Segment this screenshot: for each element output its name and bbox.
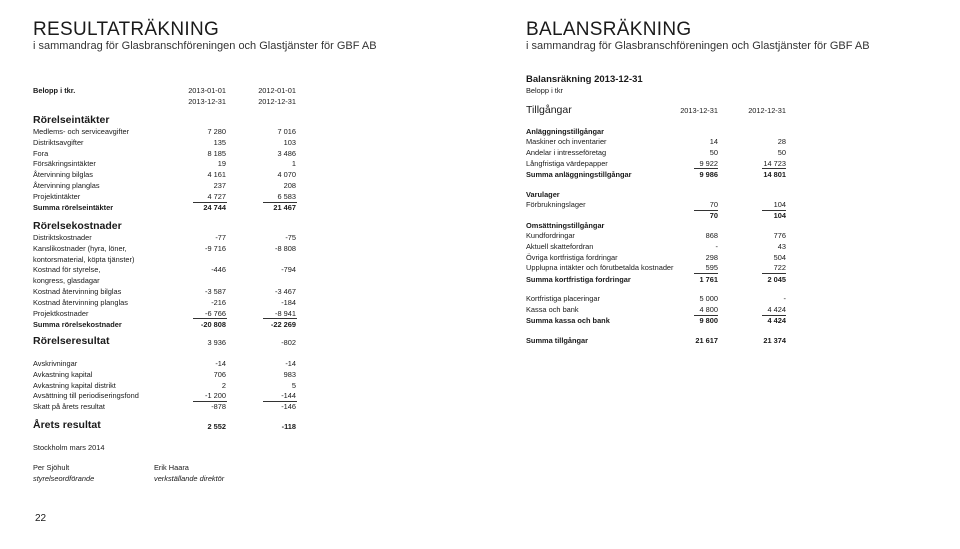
row-label: kongress, glasdagar [33,276,100,286]
row-value-current: 21 617 [695,336,718,345]
row-label: Kostnad för styrelse, [33,265,101,275]
left-col1-start: 2013-01-01 [188,86,226,95]
income-row [33,181,300,190]
row-value-previous: 983 [283,369,296,379]
financial-row [33,381,300,390]
row-value-current: 868 [705,231,718,240]
signer-2-role: verkställande direktör [154,474,225,483]
row-label: Kanslikostnader (hyra, löner, [33,243,127,253]
row-label: Summa tillgångar [526,336,589,345]
operating-result-heading: Rörelseresultat [33,335,110,347]
left-col2-end: 2012-12-31 [258,97,296,106]
financial-row [33,370,300,379]
cash-row [526,294,788,303]
row-value-previous: 43 [777,241,786,251]
income-row [33,170,300,179]
right-page-title: BALANSRÄKNING [526,19,692,40]
inventory-heading: Varulager [526,190,560,199]
row-value-previous: 14 723 [763,158,786,168]
current-asset-row [526,263,788,272]
row-value-previous: 208 [283,181,296,190]
row-label: Återvinning planglas [33,181,100,190]
current-asset-row [526,253,788,262]
current-sum-row [526,275,788,284]
right-col1-header: 2013-12-31 [680,106,718,115]
left-page-subtitle: i sammandrag för Glasbranschföreningen och Glastjänster för GBF AB [33,40,377,52]
row-value-previous: -22 269 [270,319,296,329]
row-value-current: 70 [709,211,718,221]
row-value-previous: 6 583 [277,191,296,201]
row-value-previous: 722 [773,263,786,273]
cost-sum-row [33,320,300,329]
row-value-current: -9 716 [205,243,226,253]
left-page-title: RESULTATRÄKNING [33,19,220,40]
row-value-previous: 4 424 [767,304,786,314]
cost-row [33,287,300,296]
row-label: Skatt på årets resultat [33,402,105,412]
fixed-sum-row [526,170,788,179]
row-label: Aktuell skattefordran [526,241,594,251]
financial-row [33,391,300,400]
row-label: Förbrukningslager [526,200,586,209]
row-value-current: 298 [705,252,718,262]
row-label: Distriktsavgifter [33,137,84,147]
current-asset-row [526,231,788,240]
row-value-previous: -3 467 [275,287,296,296]
cost-row [33,255,300,264]
income-sum-row [33,203,300,212]
year-result-2012: -118 [281,422,296,431]
operating-result-2012: -802 [281,338,296,347]
row-label: Kundfordringar [526,231,575,240]
row-label: Återvinning bilglas [33,170,93,180]
cost-row [33,233,300,242]
row-value-previous: -75 [285,233,296,242]
row-value-current: 9 800 [699,316,718,326]
row-value-current: -6 766 [205,308,226,318]
row-value-current: 4 800 [699,304,718,314]
row-value-current: 4 727 [207,191,226,201]
row-value-previous: 28 [777,137,786,146]
fixed-asset-row [526,137,788,146]
row-value-previous: 14 801 [763,169,786,179]
left-col2-start: 2012-01-01 [258,86,296,95]
row-value-current: 595 [705,263,718,273]
cost-row [33,298,300,307]
row-value-previous: 4 424 [767,316,786,326]
row-value-current: 19 [217,159,226,169]
row-value-current: - [715,241,718,251]
cost-row [33,244,300,253]
row-value-previous: 103 [283,137,296,147]
row-value-current: 135 [213,137,226,147]
operating-result-2013: 3 936 [207,338,226,347]
row-value-previous: 3 486 [277,148,296,158]
inventory-sum-row [526,211,788,220]
row-value-current: 9 922 [699,158,718,168]
row-label: Maskiner och inventarier [526,137,607,146]
income-row [33,192,300,201]
fixed-assets-heading: Anläggningstillgångar [526,127,605,136]
row-value-current: 2 [221,380,226,390]
row-label: Övriga kortfristiga fordringar [526,252,618,262]
row-value-previous: 104 [773,211,786,221]
row-label: Summa anläggningstillgångar [526,169,632,179]
row-label: Andelar i intresseföretag [526,147,607,157]
row-value-current: -20 808 [200,319,226,329]
row-label: Kostnad återvinning planglas [33,297,128,307]
row-label: Upplupna intäkter och förutbetalda kostnader [526,263,674,273]
financial-row [33,402,300,411]
row-label: Försäkringsintäkter [33,159,96,169]
row-label: Distriktskostnader [33,233,92,242]
row-label: Avkastning kapital [33,369,93,379]
year-result-2013: 2 552 [207,422,226,431]
cost-row [33,309,300,318]
row-value-previous: - [783,294,786,303]
row-value-previous: 50 [777,147,786,157]
row-label: Kortfristiga placeringar [526,294,600,303]
row-value-current: 14 [709,137,718,146]
income-heading: Rörelseintäkter [33,114,110,126]
cost-row [33,265,300,274]
left-unit-label: Belopp i tkr. [33,86,76,95]
row-label: Projektintäkter [33,191,81,201]
row-label: Avkastning kapital distrikt [33,380,116,390]
fixed-asset-row [526,148,788,157]
row-value-current: -878 [211,402,226,412]
row-value-current: 50 [709,147,718,157]
row-label: kontorsmaterial, köpta tjänster) [33,254,135,264]
signer-2-name: Erik Haara [154,463,189,472]
total-assets-row [526,336,788,345]
row-value-previous: 776 [773,231,786,240]
row-value-previous: 2 045 [767,274,786,284]
right-col2-header: 2012-12-31 [748,106,786,115]
cash-row [526,305,788,314]
right-unit-label: Belopp i tkr [526,86,563,95]
row-value-previous: 104 [773,200,786,209]
row-value-previous: -14 [285,359,296,368]
row-label: Summa rörelsekostnader [33,319,122,329]
row-label: Projektkostnader [33,308,89,318]
financial-row [33,359,300,368]
current-asset-row [526,242,788,251]
inventory-row [526,200,788,209]
row-value-previous: 7 016 [277,127,296,136]
row-value-previous: 4 070 [277,170,296,180]
row-label: Summa kortfristiga fordringar [526,274,631,284]
row-value-current: 1 761 [699,274,718,284]
assets-heading: Tillgångar [526,104,572,116]
row-value-current: -14 [215,359,226,368]
income-row [33,159,300,168]
row-value-previous: -8 808 [275,243,296,253]
row-value-current: 70 [709,200,718,209]
row-label: Kostnad återvinning bilglas [33,287,122,296]
year-result-heading: Årets resultat [33,419,101,431]
income-row [33,138,300,147]
cash-sum-row [526,316,788,325]
row-value-current: 7 280 [207,127,226,136]
row-label: Medlems- och serviceavgifter [33,127,130,136]
row-value-current: 24 744 [203,203,226,213]
row-label: Summa kassa och bank [526,316,610,326]
income-row [33,127,300,136]
right-page-subtitle: i sammandrag för Glasbranschföreningen och Glastjänster för GBF AB [526,40,870,52]
balance-heading: Balansräkning 2013-12-31 [526,74,643,85]
row-label: Avsättning till periodiseringsfond [33,391,139,401]
row-value-previous: -144 [281,391,296,401]
cost-row [33,276,300,285]
row-value-previous: -8 941 [275,308,296,318]
row-label: Avskrivningar [33,359,78,368]
cost-heading: Rörelsekostnader [33,220,122,232]
row-value-current: 8 185 [207,148,226,158]
row-value-current: 9 986 [699,169,718,179]
row-label: Kassa och bank [526,304,579,314]
row-value-current: 4 161 [207,170,226,180]
row-value-previous: 21 374 [763,336,786,345]
row-value-previous: 504 [773,252,786,262]
current-assets-heading: Omsättningstillgångar [526,221,605,230]
row-value-current: 706 [213,369,226,379]
row-label: Långfristiga värdepapper [526,158,608,168]
row-label: Fora [33,148,49,158]
row-value-current: -216 [211,297,226,307]
row-value-previous: 5 [291,380,296,390]
left-col1-end: 2013-12-31 [188,97,226,106]
row-value-previous: 1 [291,159,296,169]
income-row [33,149,300,158]
row-value-previous: -794 [281,265,296,275]
page-number: 22 [35,513,47,524]
signer-1-role: styrelseordförande [33,474,95,483]
row-value-current: -3 587 [205,287,226,296]
row-value-previous: 21 467 [273,203,296,213]
row-value-current: -446 [211,265,226,275]
row-value-previous: -184 [281,297,296,307]
row-value-current: -1 200 [205,391,226,401]
row-label: Summa rörelseintäkter [33,203,114,213]
row-value-previous: -146 [281,402,296,412]
row-value-current: 237 [213,181,226,190]
row-value-current: 5 000 [699,294,718,303]
signer-1-name: Per Sjöhult [33,463,70,472]
place-date: Stockholm mars 2014 [33,443,105,452]
fixed-asset-row [526,159,788,168]
row-value-current: -77 [215,233,226,242]
